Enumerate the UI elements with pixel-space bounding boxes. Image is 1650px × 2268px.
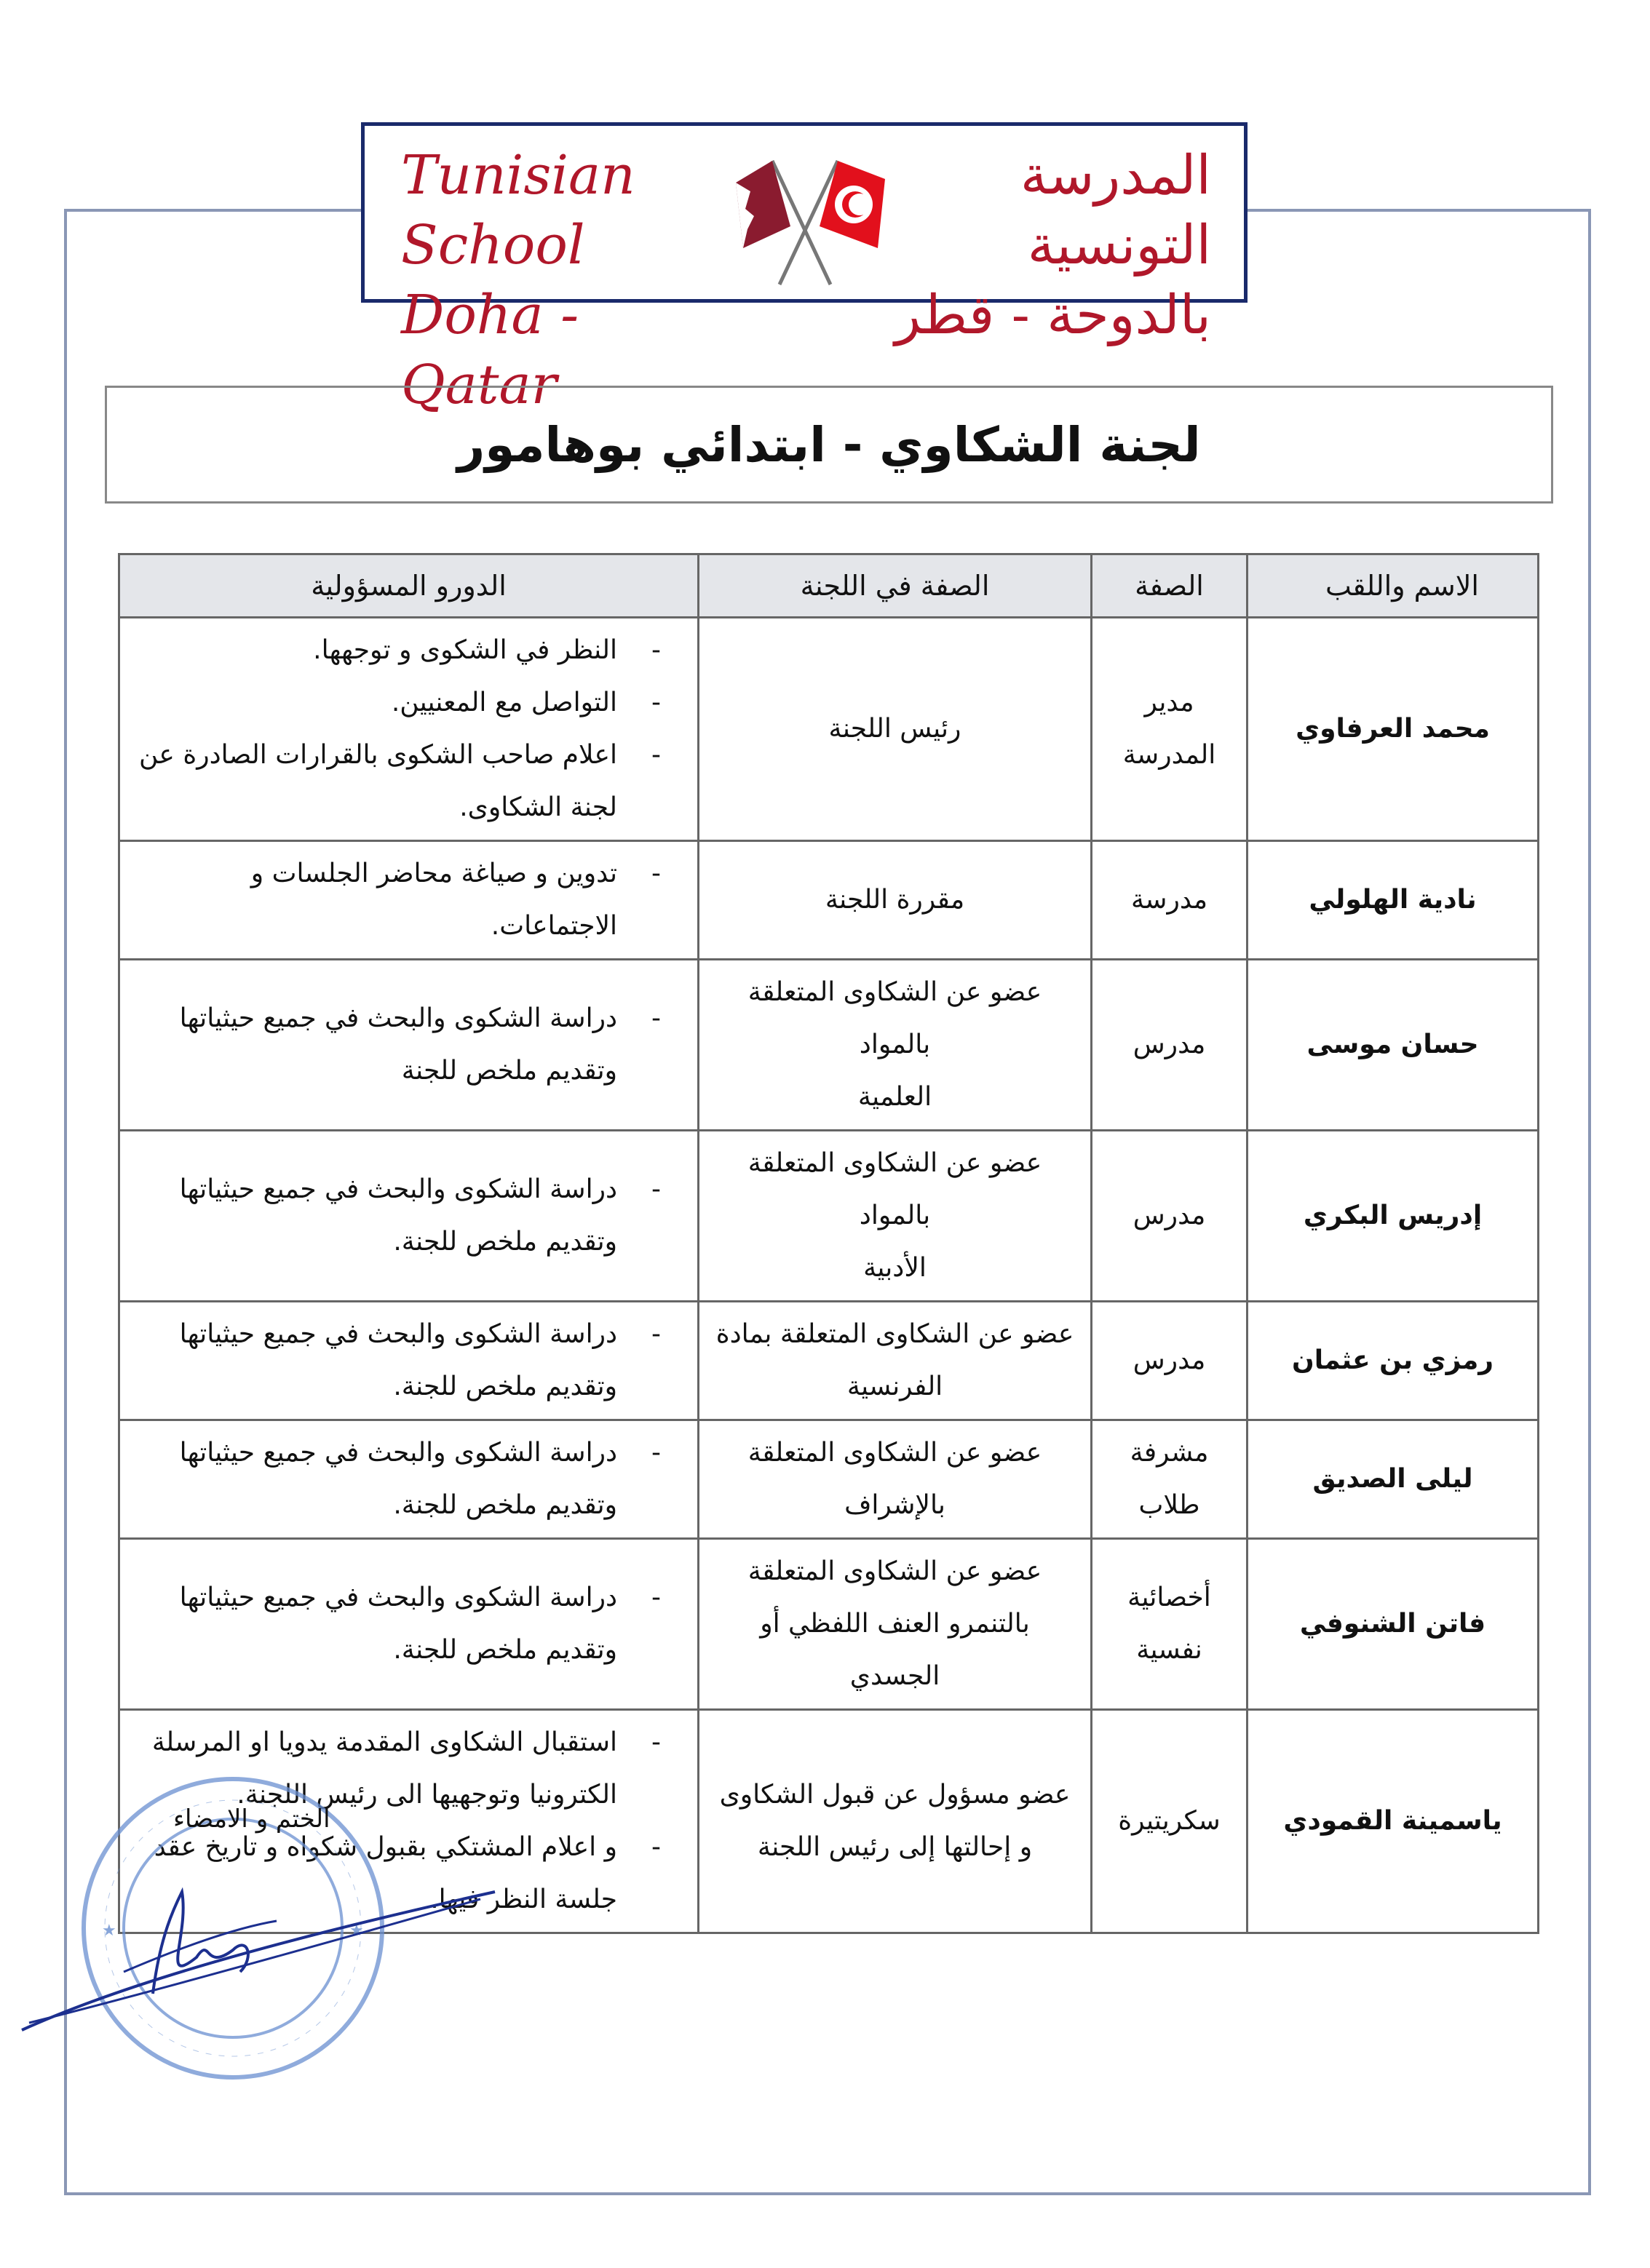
role-line: الجسدي — [849, 1661, 940, 1691]
member-name: ليلى الصديق — [1248, 1420, 1539, 1539]
member-role — [699, 618, 1092, 841]
member-title — [1092, 1131, 1248, 1302]
duty-item: - تدوين و صياغة محاضر الجلسات و الاجتماعات. — [135, 848, 661, 952]
duty-item: - دراسة الشكوى والبحث في جميع حيثياتها وتقديم ملخص للجنة — [135, 992, 661, 1097]
role-line: عضو عن الشكاوى المتعلقة بالمواد — [747, 977, 1042, 1059]
duty-item: - التواصل مع المعنيين. — [135, 677, 661, 729]
member-title — [1092, 618, 1248, 841]
svg-text:★: ★ — [102, 1922, 116, 1940]
role-line: بالتنمرو العنف اللفظي أو — [760, 1609, 1030, 1639]
member-name: إدريس البكري — [1248, 1131, 1539, 1302]
table-row — [119, 1302, 1539, 1420]
role-line: الأدبية — [863, 1253, 927, 1283]
member-role — [699, 1131, 1092, 1302]
role-line: و إحالتها إلى رئيس اللجنة — [757, 1832, 1033, 1862]
role-line: عضو عن الشكاوى المتعلقة بالمواد — [747, 1148, 1042, 1230]
title-line: مدرس — [1133, 1030, 1206, 1059]
member-role — [699, 1302, 1092, 1420]
title-line: طلاب — [1138, 1490, 1200, 1520]
member-role — [699, 841, 1092, 960]
role-line: العلمية — [857, 1082, 932, 1112]
member-title — [1092, 1710, 1248, 1933]
member-name: محمد العرفاوي — [1248, 618, 1539, 841]
role-line: عضو مسؤول عن قبول الشكاوى — [719, 1780, 1071, 1810]
member-title — [1092, 1539, 1248, 1710]
logo-english — [401, 140, 743, 420]
member-duties — [119, 1420, 699, 1539]
role-line: عضو عن الشكاوى المتعلقة — [747, 1438, 1042, 1468]
committee-table — [118, 553, 1539, 1934]
role-line: بالإشراف — [844, 1490, 945, 1520]
title-line: مدرس — [1133, 1345, 1206, 1375]
title-line: مشرفة — [1130, 1438, 1209, 1468]
handwritten-signature — [15, 1848, 509, 2052]
duty-item: - اعلام صاحب الشكوى بالقرارات الصادرة عن لجنة الشكاوى. — [135, 729, 661, 834]
role-line: الفرنسية — [846, 1372, 943, 1401]
member-role — [699, 960, 1092, 1131]
duty-item: - و اعلام المشتكي بقبول شكواه و تاريخ عقد جلسة النظر فيها. — [135, 1821, 661, 1926]
logo-en-line1: Tunisian School — [401, 144, 635, 276]
header-name: الاسم واللقب — [1248, 554, 1539, 618]
title-box — [105, 386, 1553, 504]
table-row — [119, 1420, 1539, 1539]
logo-arabic — [869, 140, 1211, 350]
title-line: نفسية — [1136, 1635, 1202, 1665]
member-name: نادية الهلولي — [1248, 841, 1539, 960]
member-role — [699, 1539, 1092, 1710]
member-role — [699, 1710, 1092, 1933]
logo-ar-line2: بالدوحة - قطر — [895, 284, 1211, 346]
member-duties — [119, 1302, 699, 1420]
signature-label: الختم و الامضاء — [173, 1805, 330, 1834]
member-name: حسان موسى — [1248, 960, 1539, 1131]
table-row — [119, 841, 1539, 960]
header-duties: الدورو المسؤولية — [119, 554, 699, 618]
title-line: مدرس — [1133, 1201, 1206, 1230]
member-title — [1092, 1302, 1248, 1420]
role-line: مقررة اللجنة — [825, 885, 965, 915]
table-row — [119, 618, 1539, 841]
title-line: أخصائية — [1127, 1583, 1211, 1612]
role-line: عضو عن الشكاوى المتعلقة — [747, 1556, 1042, 1586]
member-name: ياسمينة القمودي — [1248, 1710, 1539, 1933]
logo-en-line2: Doha - Qatar — [401, 284, 579, 416]
header-role: الصفة في اللجنة — [699, 554, 1092, 618]
svg-text:★: ★ — [349, 1922, 364, 1940]
role-line: عضو عن الشكاوى المتعلقة بمادة — [715, 1319, 1074, 1349]
table-row — [119, 960, 1539, 1131]
page-title: لجنة الشكاوي - ابتدائي بوهامور — [457, 416, 1201, 473]
member-duties — [119, 1131, 699, 1302]
header-title: الصفة — [1092, 554, 1248, 618]
member-role — [699, 1420, 1092, 1539]
duty-item: - دراسة الشكوى والبحث في جميع حيثياتها وتقديم ملخص للجنة. — [135, 1308, 661, 1413]
table-header-row — [119, 554, 1539, 618]
member-duties — [119, 1539, 699, 1710]
table-row — [119, 1539, 1539, 1710]
duty-item: - دراسة الشكوى والبحث في جميع حيثياتها وتقديم ملخص للجنة. — [135, 1572, 661, 1676]
duty-item: - دراسة الشكوى والبحث في جميع حيثياتها وتقديم ملخص للجنة. — [135, 1163, 661, 1268]
crossed-flags-icon — [721, 139, 889, 292]
member-title — [1092, 841, 1248, 960]
member-duties — [119, 960, 699, 1131]
title-line: مدير — [1144, 688, 1194, 717]
duty-item: - استقبال الشكاوى المقدمة يدويا او المرسلة الكترونيا وتوجهيها الى رئيس اللجنة. — [135, 1716, 661, 1821]
table-row — [119, 1131, 1539, 1302]
duty-item: - دراسة الشكوى والبحث في جميع حيثياتها وتقديم ملخص للجنة. — [135, 1427, 661, 1532]
member-name: رمزي بن عثمان — [1248, 1302, 1539, 1420]
member-title — [1092, 1420, 1248, 1539]
school-logo — [361, 122, 1248, 416]
member-duties — [119, 841, 699, 960]
duty-item: - النظر في الشكوى و توجهها. — [135, 624, 661, 677]
title-line: المدرسة — [1122, 740, 1216, 770]
member-duties — [119, 618, 699, 841]
title-line: مدرسة — [1130, 885, 1208, 915]
title-line: سكريتيرة — [1118, 1806, 1221, 1836]
member-title — [1092, 960, 1248, 1131]
logo-ar-line1: المدرسة التونسية — [1020, 144, 1211, 276]
member-name: فاتن الشنوفي — [1248, 1539, 1539, 1710]
role-line: رئيس اللجنة — [828, 714, 961, 744]
